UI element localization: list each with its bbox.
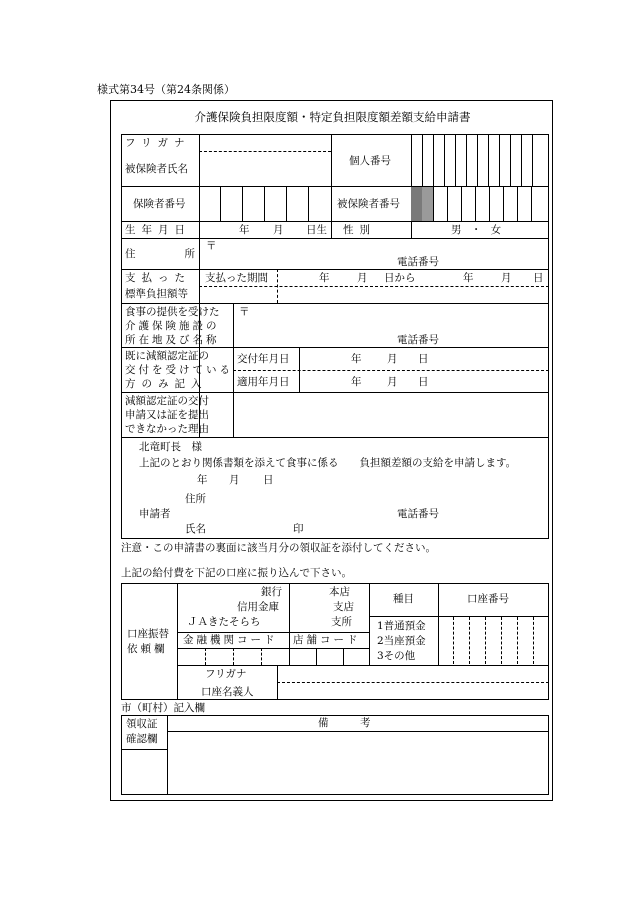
facility-label-1: 食事の提供を受けた (125, 306, 220, 318)
paid-amount-label-1: 支払った (125, 272, 191, 284)
issue-month: 月 (387, 353, 398, 365)
paid-from-day: 日から (384, 272, 416, 284)
receipt-label-2: 確認欄 (126, 733, 158, 745)
bank-section-label-2: 依頼欄 (127, 643, 168, 655)
note-text: 注意・この申請書の裏面に該当月分の領収証を添付してください。 (121, 542, 436, 554)
city-section-label: 市（町村）記入欄 (121, 702, 205, 714)
institution-code-label: 金融機関コード (183, 634, 278, 646)
insured-number-label: 被保険者番号 (337, 198, 400, 210)
cert-label-3: 方のみ記入 (125, 378, 208, 390)
issue-day: 日 (418, 353, 429, 365)
furigana-label: フリガナ (125, 137, 191, 149)
paid-from-year: 年 (319, 272, 330, 284)
shaded-cell (422, 187, 433, 221)
reason-label-1: 減額認定証の交付 (125, 395, 209, 407)
paid-to-month: 月 (501, 272, 512, 284)
account-number-label: 口座番号 (467, 593, 509, 605)
applicant-address-label: 住所 (185, 493, 206, 505)
issue-date-label: 交付年月日 (237, 353, 290, 365)
address-phone-label: 電話番号 (397, 256, 439, 268)
cert-label-1: 既に減額認定証の (125, 350, 209, 362)
valid-year: 年 (351, 376, 362, 388)
apply-year: 年 (197, 474, 208, 486)
shiten-label: 支店 (333, 601, 354, 613)
bank-label: 銀行 (261, 586, 282, 598)
remarks-label: 備 考 (318, 717, 371, 729)
birth-date-label: 生年月日 (125, 224, 191, 236)
apply-month: 月 (229, 474, 240, 486)
facility-phone-label: 電話番号 (397, 334, 439, 346)
seal-mark: 印 (293, 523, 304, 535)
shinyo-label: 信用金庫 (237, 601, 279, 613)
gender-options: 男 ・ 女 (451, 224, 502, 236)
address-label: 住 所 (125, 248, 195, 260)
cert-label-2: 交付を受けている (125, 364, 233, 376)
apply-day: 日 (263, 474, 274, 486)
reason-label-3: できなかった理由 (125, 423, 209, 435)
paid-period-label: 支払った期間 (205, 272, 268, 284)
shaded-cell (411, 187, 422, 221)
form-title: 介護保険負担限度額・特定負担限度額差額支給申請書 (194, 110, 471, 124)
account-type-label: 種目 (393, 593, 414, 605)
addressee: 北竜町長 様 (139, 441, 202, 453)
account-type-1: 1普通預金 (377, 620, 426, 632)
insured-name-label: 被保険者氏名 (125, 163, 188, 175)
issue-year: 年 (351, 353, 362, 365)
form-frame (110, 100, 553, 801)
applicant-phone-label: 電話番号 (397, 508, 439, 520)
facility-label-3: 所在地及び名称 (125, 334, 220, 346)
applicant-name-label: 氏名 (185, 523, 206, 535)
account-type-3: 3その他 (377, 650, 416, 662)
holder-furigana-label: フリガナ (205, 668, 247, 680)
facility-label-2: 介護保険施設の (125, 320, 220, 332)
insurer-number-label: 保険者番号 (133, 198, 186, 210)
bank-section-label-1: 口座振替 (127, 628, 169, 640)
birth-year: 年 (239, 224, 250, 236)
honten-label: 本店 (329, 586, 350, 598)
valid-date-label: 適用年月日 (237, 376, 290, 388)
gender-label: 性別 (343, 224, 376, 236)
account-type-2: 2当座預金 (377, 635, 426, 647)
personal-number-label: 個人番号 (349, 155, 391, 167)
form-number: 様式第34号（第24条関係） (97, 83, 235, 96)
birth-month: 月 (273, 224, 284, 236)
birth-day: 日生 (306, 224, 327, 236)
transfer-intro: 上記の給付費を下記の口座に振り込んで下さい。 (121, 567, 352, 579)
valid-day: 日 (418, 376, 429, 388)
facility-postal-mark: 〒 (239, 306, 250, 318)
paid-to-day: 日 (533, 272, 544, 284)
reason-label-2: 申請又は証を提出 (125, 409, 209, 421)
paid-from-month: 月 (357, 272, 368, 284)
valid-month: 月 (387, 376, 398, 388)
shisho-label: 支所 (331, 616, 352, 628)
branch-code-label: 店舗コード (293, 634, 361, 646)
holder-label: 口座名義人 (201, 686, 254, 698)
paid-to-year: 年 (463, 272, 474, 284)
ja-label: ＪＡきたそらち (187, 616, 261, 628)
applicant-label: 申請者 (139, 508, 171, 520)
declaration: 上記のとおり関係書類を添えて食事に係る 負担額差額の支給を申請します。 (139, 457, 517, 469)
address-postal-mark: 〒 (206, 240, 217, 252)
paid-amount-label-2: 標準負担額等 (125, 288, 188, 300)
receipt-label-1: 領収証 (126, 718, 158, 730)
